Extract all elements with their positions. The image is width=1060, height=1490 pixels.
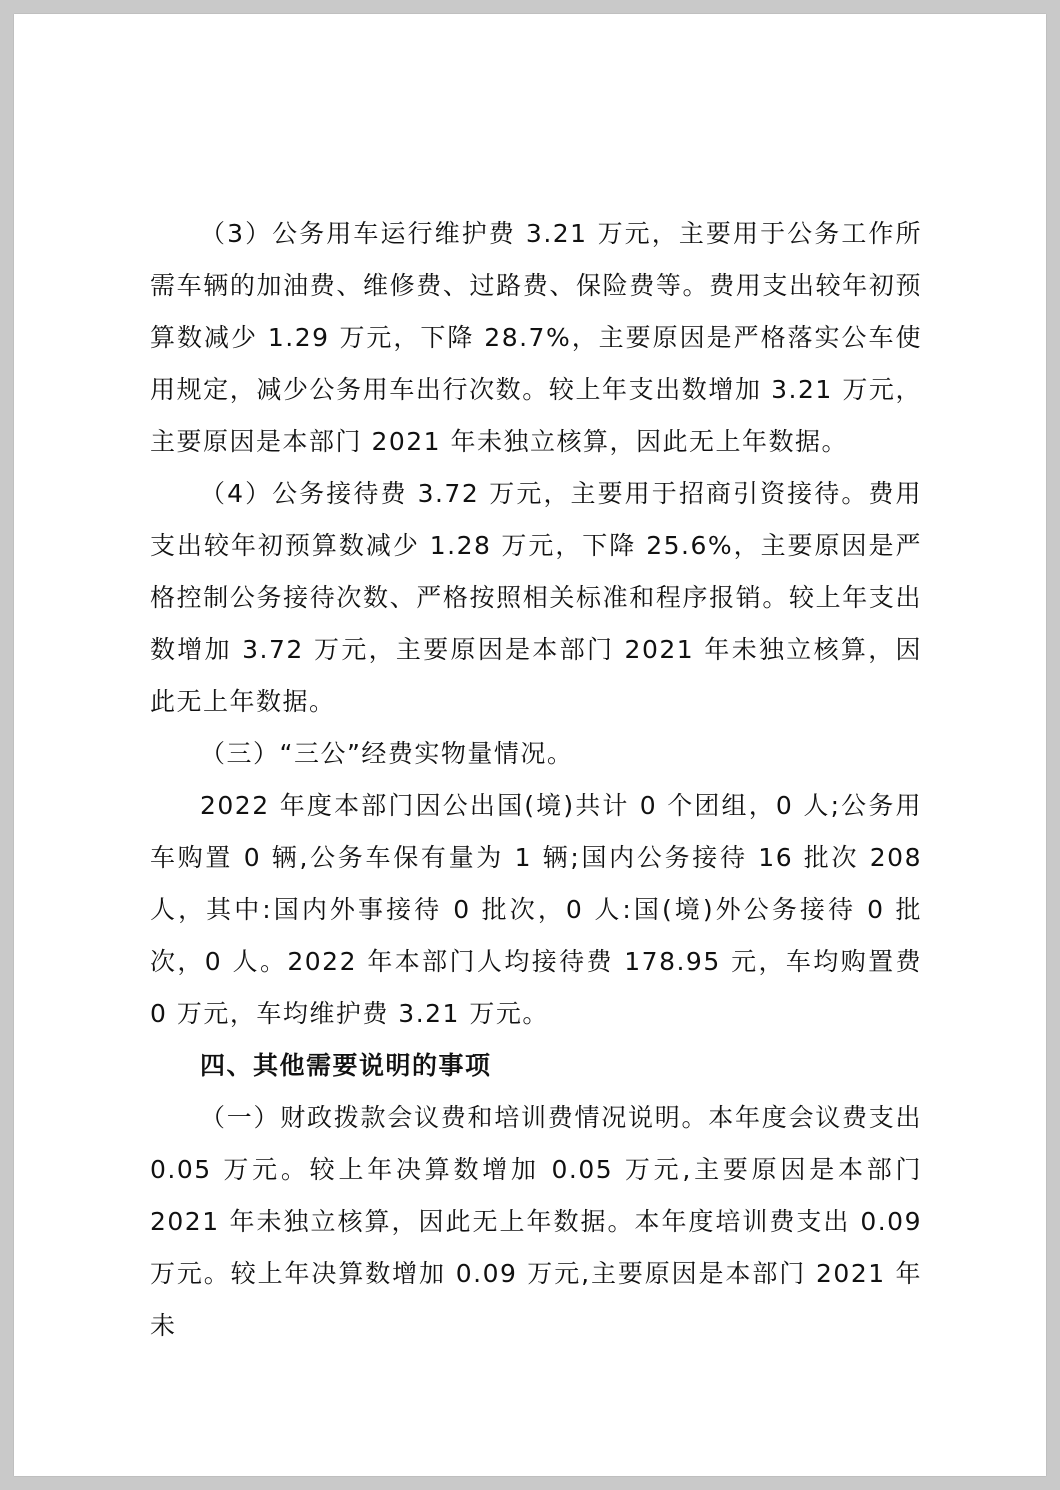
paragraph-three-public-physical: 2022 年度本部门因公出国(境)共计 0 个团组，0 人;公务用车购置 0 辆,公务车保有量为 1 辆;国内公务接待 16 批次 208 人，其中:国内外事接待 0 批次，0 人:国(境)外公务接待 0 批次，0 人。2022 年本部门人均接待费 178.95 元，车均购置费 0 万元，车均维护费 3.21 万元。 <box>150 791 922 1028</box>
document-body <box>150 208 922 1352</box>
document-page <box>14 14 1046 1476</box>
paragraph-meeting-training: （一）财政拨款会议费和培训费情况说明。本年度会议费支出 0.05 万元。较上年决算数增加 0.05 万元,主要原因是本部门 2021 年未独立核算，因此无上年数据。本年度培训费支出 0.09 万元。较上年决算数增加 0.09 万元,主要原因是本部门 2021 年未 <box>150 1103 922 1340</box>
paragraph-three-public-physical-heading: （三）“三公”经费实物量情况。 <box>200 739 574 768</box>
section-heading-other-matters: 四、其他需要说明的事项 <box>200 1051 492 1080</box>
paragraph-official-reception: （4）公务接待费 3.72 万元，主要用于招商引资接待。费用支出较年初预算数减少 1.28 万元，下降 25.6%，主要原因是严格控制公务接待次数、严格按照相关标准和程序报销。较上年支出数增加 3.72 万元，主要原因是本部门 2021 年未独立核算，因此无上年数据。 <box>150 479 922 716</box>
paragraph-official-vehicle-maintenance: （3）公务用车运行维护费 3.21 万元，主要用于公务工作所需车辆的加油费、维修费、过路费、保险费等。费用支出较年初预算数减少 1.29 万元，下降 28.7%，主要原因是严格落实公车使用规定，减少公务用车出行次数。较上年支出数增加 3.21 万元，主要原因是本部门 2021 年未独立核算，因此无上年数据。 <box>150 219 922 456</box>
